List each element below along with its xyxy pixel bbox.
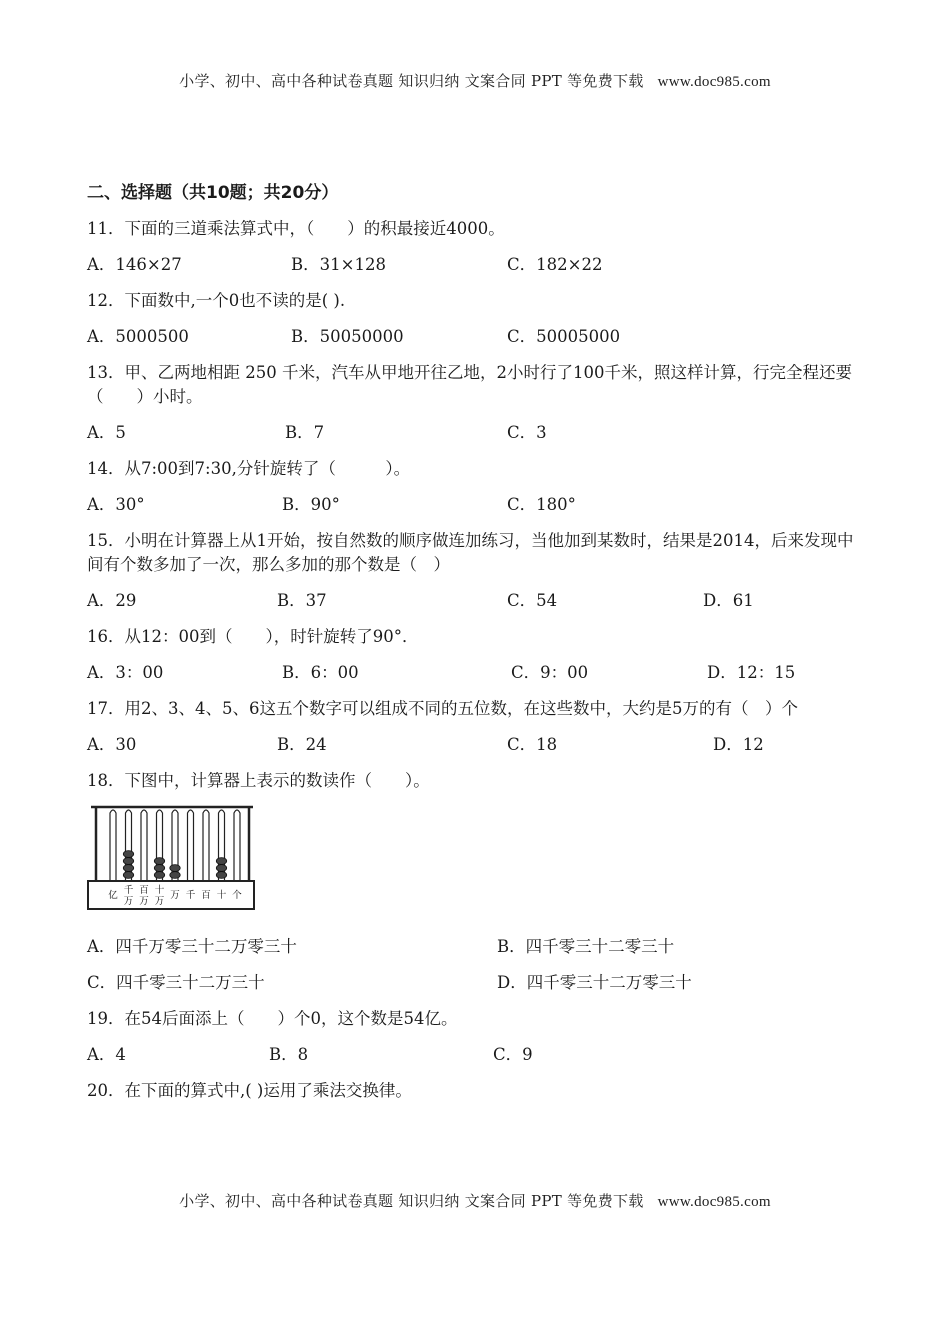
question-13: 13．甲、乙两地相距 250 千米，汽车从甲地开往乙地，2小时行了100千米，照这样计算，行完全程还要（ ）小时。 [87,363,852,406]
option-c: C．9：00 [511,663,589,682]
option-a: A．30° [87,495,145,514]
options-11 [87,253,867,277]
abacus-bead [216,872,226,879]
page-header [0,70,950,91]
option-b: B．24 [277,735,327,754]
option-a: A．5000500 [87,327,189,346]
abacus-bead [123,872,133,879]
abacus-rod [234,810,240,881]
question-15: 15．小明在计算器上从1开始，按自然数的顺序做连加练习，当他加到某数时，结果是2014，后来发现中间有个数多加了一次，那么多加的那个数是（ ） [87,531,854,574]
abacus-bead [154,865,164,872]
option-a: A．4 [87,1045,126,1064]
abacus-bead [154,872,164,879]
option-a: A．四千万零三十二万零三十 [87,937,297,956]
option-a: A．30 [87,735,137,754]
header-text: 小学、初中、高中各种试卷真题 知识归纳 文案合同 PPT 等免费下载 [179,72,644,90]
option-a: A．3：00 [87,663,164,682]
abacus-place-label: 百 [201,890,211,901]
abacus-figure [87,805,259,919]
option-c: C．四千零三十二万三十 [87,973,265,992]
abacus-place-label: 十 [216,890,227,901]
option-c: C．9 [493,1045,533,1064]
abacus-bead [123,858,133,865]
options-18-row2 [87,971,867,995]
options-17 [87,733,867,757]
option-b: B．7 [285,423,325,442]
option-d: D．12 [713,735,764,754]
option-c: C．180° [507,495,576,514]
option-d: D．四千零三十二万零三十 [497,973,692,992]
option-c: C．182×22 [507,255,603,274]
abacus-place-label: 千 [123,885,134,896]
abacus-rod [110,810,116,881]
options-19 [87,1043,867,1067]
options-14 [87,493,867,517]
abacus-beads [123,851,226,879]
section-title: 二、选择题（共10题；共20分） [87,183,339,203]
abacus-bead [170,872,180,879]
question-18: 18．下图中，计算器上表示的数读作（ ）。 [87,771,430,790]
question-14: 14．从7:00到7:30,分针旋转了（ ）。 [87,459,411,478]
question-16: 16．从12：00到（ ），时针旋转了90°． [87,627,419,646]
abacus-bead [123,851,133,858]
option-b: B．31×128 [291,255,386,274]
abacus-bead [216,865,226,872]
question-19: 19．在54后面添上（ ）个0，这个数是54亿。 [87,1009,458,1028]
abacus-place-label: 百 [139,885,149,896]
options-12 [87,325,867,349]
abacus-place-label: 亿 [108,890,118,901]
abacus-bead [216,858,226,865]
abacus-bead [123,865,133,872]
abacus-place-label: 十 [154,885,165,896]
footer-text: 小学、初中、高中各种试卷真题 知识归纳 文案合同 PPT 等免费下载 [179,1192,644,1210]
options-15 [87,589,867,613]
options-13 [87,421,867,445]
option-c: C．50005000 [507,327,621,346]
option-d: D．12：15 [707,663,796,682]
option-a: A．29 [87,591,137,610]
question-12: 12．下面数中,一个0也不读的是( ). [87,291,346,310]
question-content [87,181,867,1115]
abacus-rod [188,810,194,881]
option-b: B．50050000 [291,327,404,346]
question-17: 17．用2、3、4、5、6这五个数字可以组成不同的五位数，在这些数中，大约是5万的有（ ）个 [87,699,798,718]
option-a: A．5 [87,423,126,442]
option-d: D．61 [703,591,754,610]
option-b: B．37 [277,591,327,610]
abacus-place-label: 万 [139,896,149,907]
abacus-place-label: 个 [232,890,242,901]
page-footer [0,1190,950,1211]
option-c: C．18 [507,735,558,754]
options-18-row1 [87,935,867,959]
header-url: www.doc985.com [657,74,771,90]
option-b: B．四千零三十二零三十 [497,937,675,956]
footer-url: www.doc985.com [657,1194,771,1210]
option-b: B．90° [282,495,340,514]
abacus-bead [170,865,180,872]
abacus-labels [108,884,242,907]
option-a: A．146×27 [87,255,182,274]
abacus-rod [203,810,209,881]
abacus-bead [154,858,164,865]
abacus-place-label: 万 [123,896,134,907]
abacus-place-label: 万 [170,890,180,901]
option-c: C．54 [507,591,558,610]
question-11: 11．下面的三道乘法算式中，（ ）的积最接近4000。 [87,219,505,238]
abacus-place-label: 千 [185,890,196,901]
option-b: B．6：00 [282,663,359,682]
abacus-place-label: 万 [154,896,165,907]
option-c: C．3 [507,423,547,442]
option-b: B．8 [269,1045,309,1064]
question-20: 20．在下面的算式中,( )运用了乘法交换律。 [87,1081,412,1100]
abacus-rod [141,810,147,881]
options-16 [87,661,867,685]
